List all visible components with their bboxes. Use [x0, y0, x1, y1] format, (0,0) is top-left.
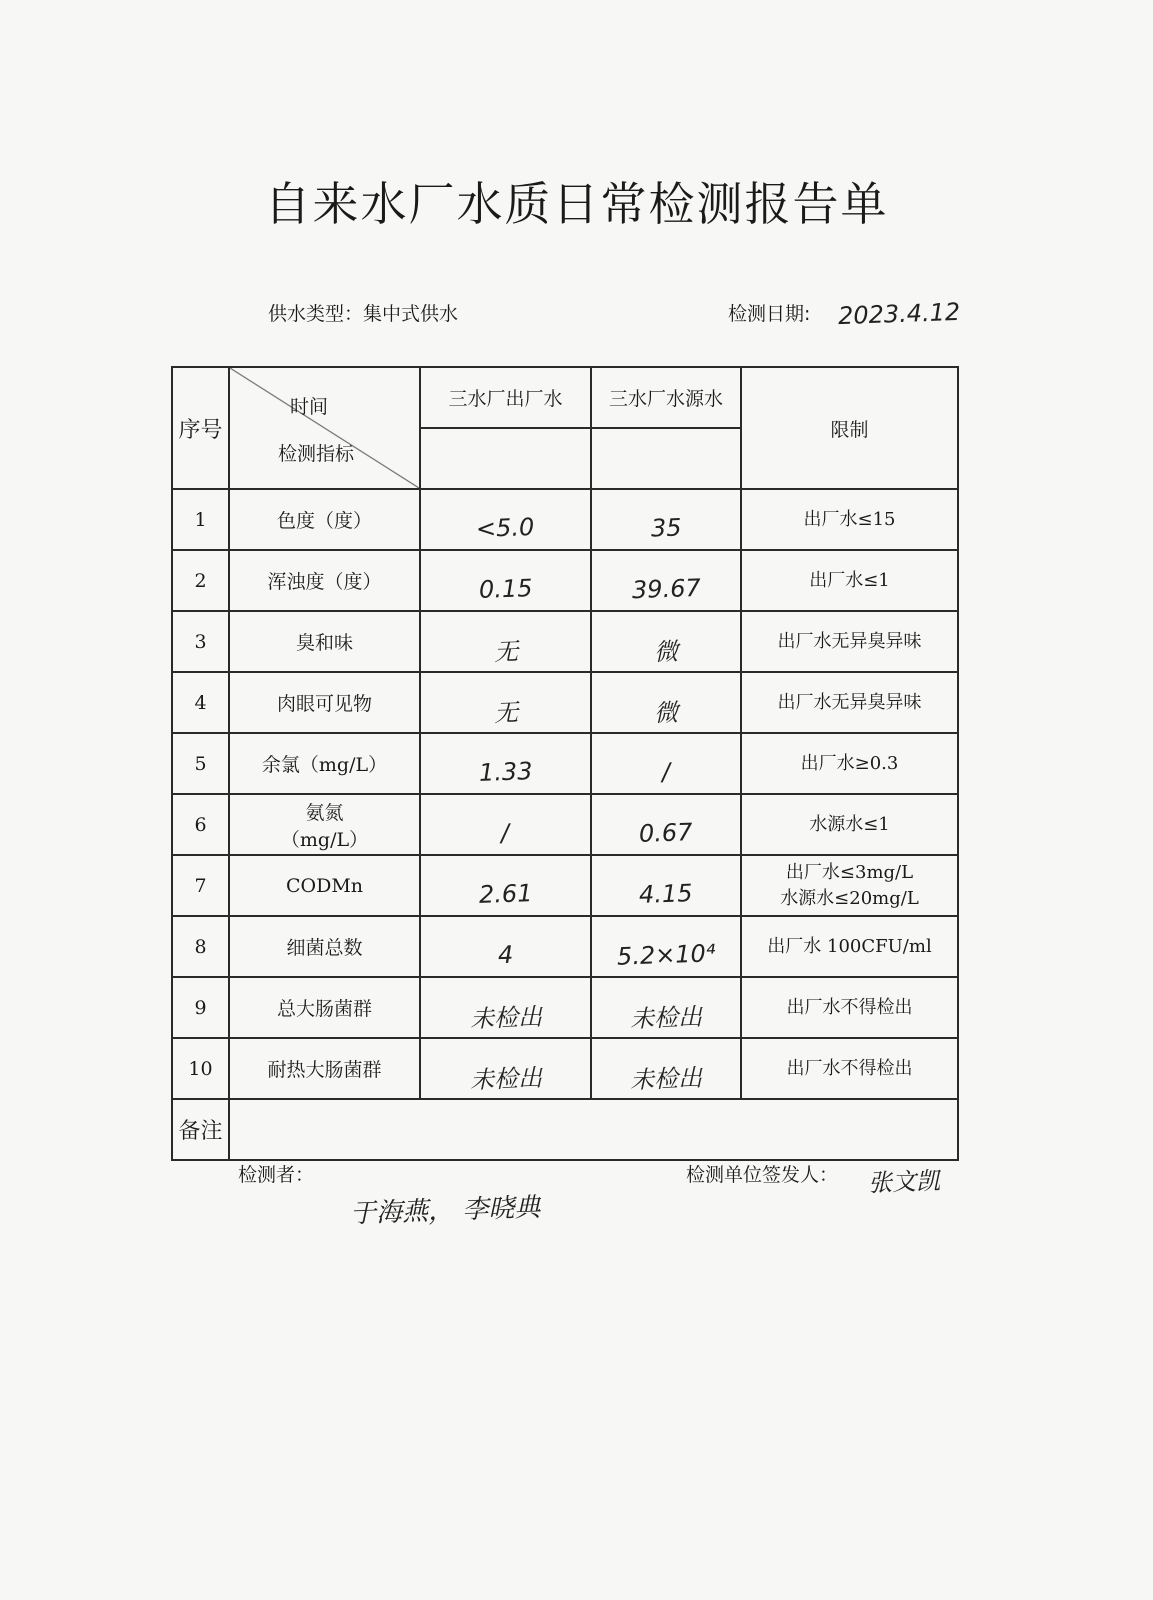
source-water-value-cell: [591, 550, 741, 611]
row-number-cell: [172, 855, 229, 916]
indicator-name: 耐热大肠菌群: [267, 1059, 382, 1081]
plant-outlet-value-cell: [420, 977, 591, 1038]
limit-value-cell: [741, 550, 958, 611]
row-number: 2: [194, 569, 207, 592]
indicator-name-cell: [229, 855, 420, 916]
row-number: 4: [194, 691, 207, 714]
indicator-name: 肉眼可见物: [276, 693, 372, 715]
remarks-row: [172, 1099, 958, 1160]
limit-value-cell: [741, 672, 958, 733]
table-row: [172, 672, 958, 733]
header-seq: 序号: [172, 367, 229, 489]
source-water-value-cell: [591, 977, 741, 1038]
source-water-value: /: [661, 757, 671, 786]
supply-type-label: 供水类型：: [268, 303, 364, 325]
row-number-cell: [172, 916, 229, 977]
source-water-value-cell: [591, 733, 741, 794]
limit-value-cell: [741, 611, 958, 672]
row-number-cell: [172, 611, 229, 672]
limit-value: 出厂水 100CFU/ml: [767, 935, 932, 957]
test-date-label: 检测日期:: [728, 303, 811, 325]
indicator-name-cell: [229, 672, 420, 733]
limit-value: 出厂水≤15: [803, 508, 896, 530]
row-number: 8: [194, 935, 207, 958]
row-number: 10: [188, 1057, 213, 1080]
indicator-name-cell: [229, 611, 420, 672]
row-number-cell: [172, 489, 229, 550]
report-table: [171, 366, 959, 1161]
remarks-value: [229, 1099, 958, 1160]
plant-outlet-value-cell: [420, 550, 591, 611]
indicator-name-cell: [229, 916, 420, 977]
issuer-label: 检测单位签发人：: [686, 1164, 839, 1186]
plant-outlet-value: 2.61: [478, 878, 533, 909]
source-water-value-cell: [591, 1038, 741, 1099]
plant-outlet-value: 4: [497, 940, 514, 969]
limit-value: 出厂水≤3mg/L 水源水≤20mg/L: [780, 861, 919, 909]
indicator-name: 色度（度）: [276, 510, 372, 532]
source-water-value-cell: [591, 489, 741, 550]
header-diagonal-cell: [229, 367, 420, 489]
source-water-value: 微: [653, 698, 679, 728]
source-water-value: 未检出: [629, 1002, 703, 1034]
row-number: 7: [194, 874, 207, 897]
plant-outlet-value: 未检出: [469, 1002, 543, 1034]
indicator-name: 细菌总数: [286, 937, 363, 959]
row-number: 6: [194, 813, 207, 836]
row-number: 1: [194, 508, 207, 531]
plant-outlet-value: 1.33: [478, 756, 533, 787]
plant-outlet-value-cell: [420, 916, 591, 977]
table-row: [172, 489, 958, 550]
source-water-value: 未检出: [629, 1063, 703, 1095]
table-row: [172, 916, 958, 977]
header-col2: 三水厂水源水: [591, 367, 741, 428]
table-row: [172, 977, 958, 1038]
limit-value-cell: [741, 794, 958, 855]
indicator-name: CODMn: [285, 874, 364, 897]
limit-value-cell: [741, 1038, 958, 1099]
plant-outlet-value-cell: [420, 855, 591, 916]
plant-outlet-value-cell: [420, 794, 591, 855]
header-col2-sub: [591, 428, 741, 489]
issuer-signature: 张文凯: [867, 1166, 941, 1198]
row-number-cell: [172, 672, 229, 733]
plant-outlet-value: <5.0: [475, 512, 536, 543]
table-row: [172, 550, 958, 611]
table-row: [172, 855, 958, 916]
header-col1: 三水厂出厂水: [420, 367, 591, 428]
indicator-name: 浑浊度（度）: [267, 571, 382, 593]
indicator-name-cell: [229, 1038, 420, 1099]
limit-value: 水源水≤1: [809, 813, 890, 835]
supply-type-value: 集中式供水: [363, 303, 459, 325]
row-number-cell: [172, 733, 229, 794]
source-water-value-cell: [591, 672, 741, 733]
source-water-value: 39.67: [631, 573, 701, 604]
header-row: [172, 367, 958, 428]
plant-outlet-value: 未检出: [469, 1063, 543, 1095]
test-date-value: 2023.4.12: [837, 297, 961, 331]
source-water-value-cell: [591, 794, 741, 855]
source-water-value: 4.15: [638, 878, 694, 909]
plant-outlet-value: 0.15: [478, 573, 533, 604]
indicator-name-cell: [229, 550, 420, 611]
source-water-value: 0.67: [638, 817, 694, 848]
row-number-cell: [172, 977, 229, 1038]
limit-value-cell: [741, 916, 958, 977]
plant-outlet-value-cell: [420, 733, 591, 794]
source-water-value-cell: [591, 855, 741, 916]
limit-value-cell: [741, 855, 958, 916]
source-water-value: 5.2×10⁴: [616, 938, 716, 971]
table-row: [172, 1038, 958, 1099]
limit-value-cell: [741, 733, 958, 794]
limit-value-cell: [741, 489, 958, 550]
source-water-value-cell: [591, 916, 741, 977]
header-time: 时间: [290, 396, 329, 418]
plant-outlet-value-cell: [420, 489, 591, 550]
indicator-name-cell: [229, 794, 420, 855]
header-limit: 限制: [741, 367, 958, 489]
indicator-name: 氨氮 （mg/L）: [280, 801, 369, 851]
indicator-name-cell: [229, 489, 420, 550]
indicator-name: 臭和味: [295, 632, 353, 654]
plant-outlet-value-cell: [420, 1038, 591, 1099]
report-title: 自来水厂水质日常检测报告单: [264, 177, 889, 231]
source-water-value-cell: [591, 611, 741, 672]
limit-value: 出厂水不得检出: [786, 996, 913, 1018]
header-col1-sub: [420, 428, 591, 489]
header-indicator: 检测指标: [278, 443, 355, 465]
row-number: 3: [194, 630, 207, 653]
row-number-cell: [172, 550, 229, 611]
limit-value: 出厂水无异臭异味: [777, 691, 922, 713]
limit-value-cell: [741, 977, 958, 1038]
tester-signatures: 于海燕， 李晓典: [349, 1192, 541, 1230]
table-row: [172, 794, 958, 855]
limit-value: 出厂水无异臭异味: [777, 630, 922, 652]
plant-outlet-value: /: [500, 818, 511, 847]
limit-value: 出厂水≥0.3: [800, 752, 899, 774]
indicator-name-cell: [229, 977, 420, 1038]
table-row: [172, 611, 958, 672]
source-water-value: 微: [653, 637, 679, 667]
limit-value: 出厂水不得检出: [786, 1057, 913, 1079]
indicator-name: 总大肠菌群: [276, 998, 372, 1020]
remarks-label: 备注: [172, 1099, 229, 1160]
row-number: 9: [194, 996, 207, 1019]
row-number-cell: [172, 794, 229, 855]
plant-outlet-value: 无: [493, 637, 519, 667]
indicator-name-cell: [229, 733, 420, 794]
row-number: 5: [194, 752, 207, 775]
source-water-value: 35: [650, 512, 682, 543]
indicator-name: 余氯（mg/L）: [261, 754, 388, 776]
row-number-cell: [172, 1038, 229, 1099]
supply-type: [268, 299, 458, 326]
limit-value: 出厂水≤1: [809, 569, 890, 591]
table-row: [172, 733, 958, 794]
plant-outlet-value-cell: [420, 611, 591, 672]
plant-outlet-value-cell: [420, 672, 591, 733]
tester-label: 检测者：: [238, 1164, 315, 1186]
plant-outlet-value: 无: [493, 698, 519, 728]
